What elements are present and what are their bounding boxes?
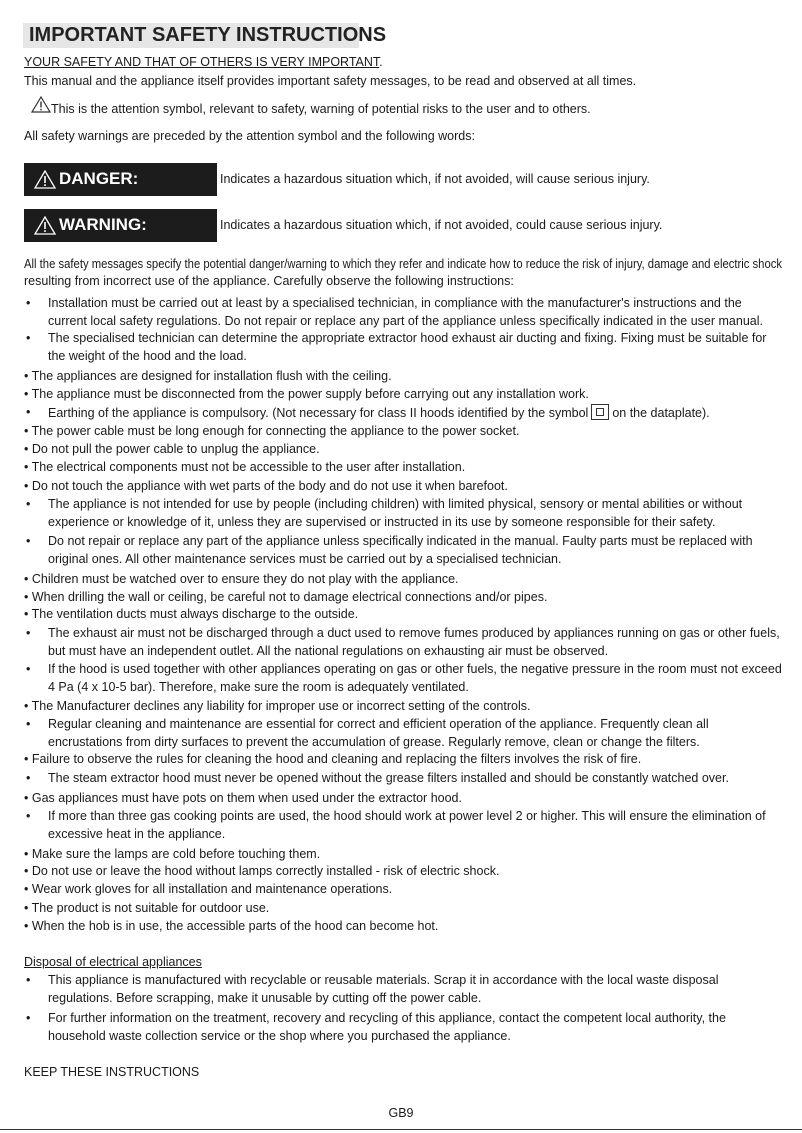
list-item: • Make sure the lamps are cold before touching them. bbox=[24, 847, 321, 861]
warning-label: WARNING: bbox=[59, 215, 147, 234]
list-item: • The ventilation ducts must always discharge to the outside. bbox=[24, 607, 359, 621]
bullet: • bbox=[26, 662, 31, 676]
list-item: • When drilling the wall or ceiling, be careful not to damage electrical connections and/or pipes. bbox=[24, 590, 548, 604]
list-item-text: If the hood is used together with other appliances operating on gas or other fuels, the negative pressure in the room must not exceed 4 Pa (4 x 10-5 bar). Therefore, make sure the room is adequately ventilated. bbox=[48, 662, 782, 694]
disposal-item bbox=[24, 1010, 784, 1046]
list-item: • Children must be watched over to ensure they do not play with the appliance. bbox=[24, 572, 459, 586]
bullet: • bbox=[26, 405, 31, 419]
list-item: • The product is not suitable for outdoor use. bbox=[24, 901, 270, 915]
list-item: • Do not touch the appliance with wet parts of the body and do not use it when barefoot. bbox=[24, 479, 508, 493]
list-item bbox=[24, 808, 784, 844]
list-item: • Do not pull the power cable to unplug the appliance. bbox=[24, 442, 320, 456]
subtitle: YOUR SAFETY AND THAT OF OTHERS IS VERY IMPORTANT bbox=[24, 55, 380, 69]
disposal-item-text: For further information on the treatment, recovery and recycling of this appliance, contact the competent local authority, the household waste collection service or the shop where you purchased the appliance. bbox=[48, 1011, 726, 1043]
list-item bbox=[24, 533, 784, 569]
danger-label: DANGER: bbox=[59, 169, 139, 188]
list-item: • Wear work gloves for all installation and maintenance operations. bbox=[24, 882, 393, 896]
disposal-heading-line bbox=[24, 954, 202, 971]
bullet: • bbox=[26, 717, 31, 731]
messages-line-1: All the safety messages specify the potential danger/warning to which they refer and indicate how to reduce the risk of injury, damage and electric shock bbox=[24, 257, 783, 271]
danger-warning-icon bbox=[34, 170, 56, 189]
list-item: • The electrical components must not be accessible to the user after installation. bbox=[24, 460, 466, 474]
warning-box bbox=[24, 209, 217, 242]
list-item: • Gas appliances must have pots on them when used under the extractor hood. bbox=[24, 791, 462, 805]
disposal-item bbox=[24, 972, 784, 1008]
earthing-text-end: on the dataplate). bbox=[612, 406, 710, 420]
page-title: IMPORTANT SAFETY INSTRUCTIONS bbox=[29, 24, 387, 46]
list-item bbox=[24, 625, 784, 661]
list-item-text: If more than three gas cooking points are used, the hood should work at power level 2 or higher. This will ensure the elimination of excessive heat in the appliance. bbox=[48, 809, 766, 841]
list-item bbox=[24, 770, 784, 788]
warning-triangle-icon bbox=[34, 216, 56, 235]
messages-line-2: resulting from incorrect use of the appliance. Carefully observe the following instructions: bbox=[24, 274, 514, 288]
earthing-text: Earthing of the appliance is compulsory. (Not necessary for class II hoods identified by the symbol bbox=[48, 406, 589, 420]
bullet: • bbox=[26, 1011, 31, 1025]
list-item bbox=[24, 716, 784, 752]
list-item: • The power cable must be long enough for connecting the appliance to the power socket. bbox=[24, 424, 520, 438]
danger-box bbox=[24, 163, 217, 196]
attention-icon bbox=[31, 96, 51, 113]
list-item-text bbox=[48, 404, 784, 423]
disposal-item-text: This appliance is manufactured with recyclable or reusable materials. Scrap it in accordance with the local waste disposal regulations. Before scrapping, make it unusable by cutting off the power cable. bbox=[48, 973, 719, 1005]
intro-text: This manual and the appliance itself provides important safety messages, to be read and observed at all times. bbox=[24, 74, 637, 88]
list-item-text: Regular cleaning and maintenance are essential for correct and efficient operation of the appliance. Frequently clean all encrustations from dirty surfaces to prevent the accumulation of grease. Regularly remove, clean or change the filters. bbox=[48, 717, 709, 749]
title-bar bbox=[23, 23, 387, 48]
list-item bbox=[24, 661, 784, 697]
bullet: • bbox=[26, 809, 31, 823]
bullet: • bbox=[26, 626, 31, 640]
bullet: • bbox=[26, 534, 31, 548]
list-item-text: Installation must be carried out at least by a specialised technician, in compliance with the manufacturer's instructions and the current local safety regulations. Do not repair or replace any part of the appliance unless specifically indicated in the user manual. bbox=[48, 296, 763, 328]
class-ii-symbol-icon bbox=[591, 404, 609, 420]
list-item-text: The exhaust air must not be discharged through a duct used to remove fumes produced by appliances running on gas or other fuels, but must have an independent outlet. All the national regulations on exhausting air must be observed. bbox=[48, 626, 780, 658]
bullet: • bbox=[26, 331, 31, 345]
list-item-text: The steam extractor hood must never be opened without the grease filters installed and should be constantly watched over. bbox=[48, 771, 729, 785]
list-item bbox=[24, 330, 784, 366]
list-item bbox=[24, 295, 784, 331]
list-item: • Failure to observe the rules for cleaning the hood and cleaning and replacing the filters involves the risk of fire. bbox=[24, 752, 642, 766]
list-item-text: Do not repair or replace any part of the appliance unless specifically indicated in the manual. Faulty parts must be replaced with original ones. All other maintenance services must be carried out by a specialised technician. bbox=[48, 534, 753, 566]
attention-text: This is the attention symbol, relevant to safety, warning of potential risks to the user and to others. bbox=[51, 102, 591, 116]
list-item: • Do not use or leave the hood without lamps correctly installed - risk of electric shock. bbox=[24, 864, 500, 878]
bullet: • bbox=[26, 497, 31, 511]
keep-instructions: KEEP THESE INSTRUCTIONS bbox=[24, 1065, 200, 1079]
list-item: • When the hob is in use, the accessible parts of the hood can become hot. bbox=[24, 919, 439, 933]
page-number: GB9 bbox=[388, 1106, 414, 1120]
list-item-text: The specialised technician can determine the appropriate extractor hood exhaust air ducting and fixing. Fixing must be suitable for the weight of the hood and the load. bbox=[48, 331, 767, 363]
warning-description: Indicates a hazardous situation which, if not avoided, could cause serious injury. bbox=[220, 218, 663, 232]
footer-rule bbox=[0, 1129, 802, 1130]
list-item: • The appliances are designed for installation flush with the ceiling. bbox=[24, 369, 392, 383]
subtitle-end: . bbox=[379, 55, 383, 69]
danger-description: Indicates a hazardous situation which, if not avoided, will cause serious injury. bbox=[220, 172, 650, 186]
disposal-heading: Disposal of electrical appliances bbox=[24, 955, 202, 969]
list-item bbox=[24, 496, 784, 532]
list-item-text: The appliance is not intended for use by people (including children) with limited physical, sensory or mental abilities or without experience or knowledge of it, unless they are supervised or instructed in its use by someone responsible for their safety. bbox=[48, 497, 743, 529]
subtitle-line bbox=[24, 54, 383, 71]
list-item-earthing bbox=[24, 404, 784, 422]
bullet: • bbox=[26, 973, 31, 987]
preceded-text: All safety warnings are preceded by the attention symbol and the following words: bbox=[24, 129, 475, 143]
list-item: • The appliance must be disconnected from the power supply before carrying out any installation work. bbox=[24, 387, 589, 401]
bullet: • bbox=[26, 296, 31, 310]
bullet: • bbox=[26, 771, 31, 785]
list-item: • The Manufacturer declines any liability for improper use or incorrect setting of the controls. bbox=[24, 699, 531, 713]
